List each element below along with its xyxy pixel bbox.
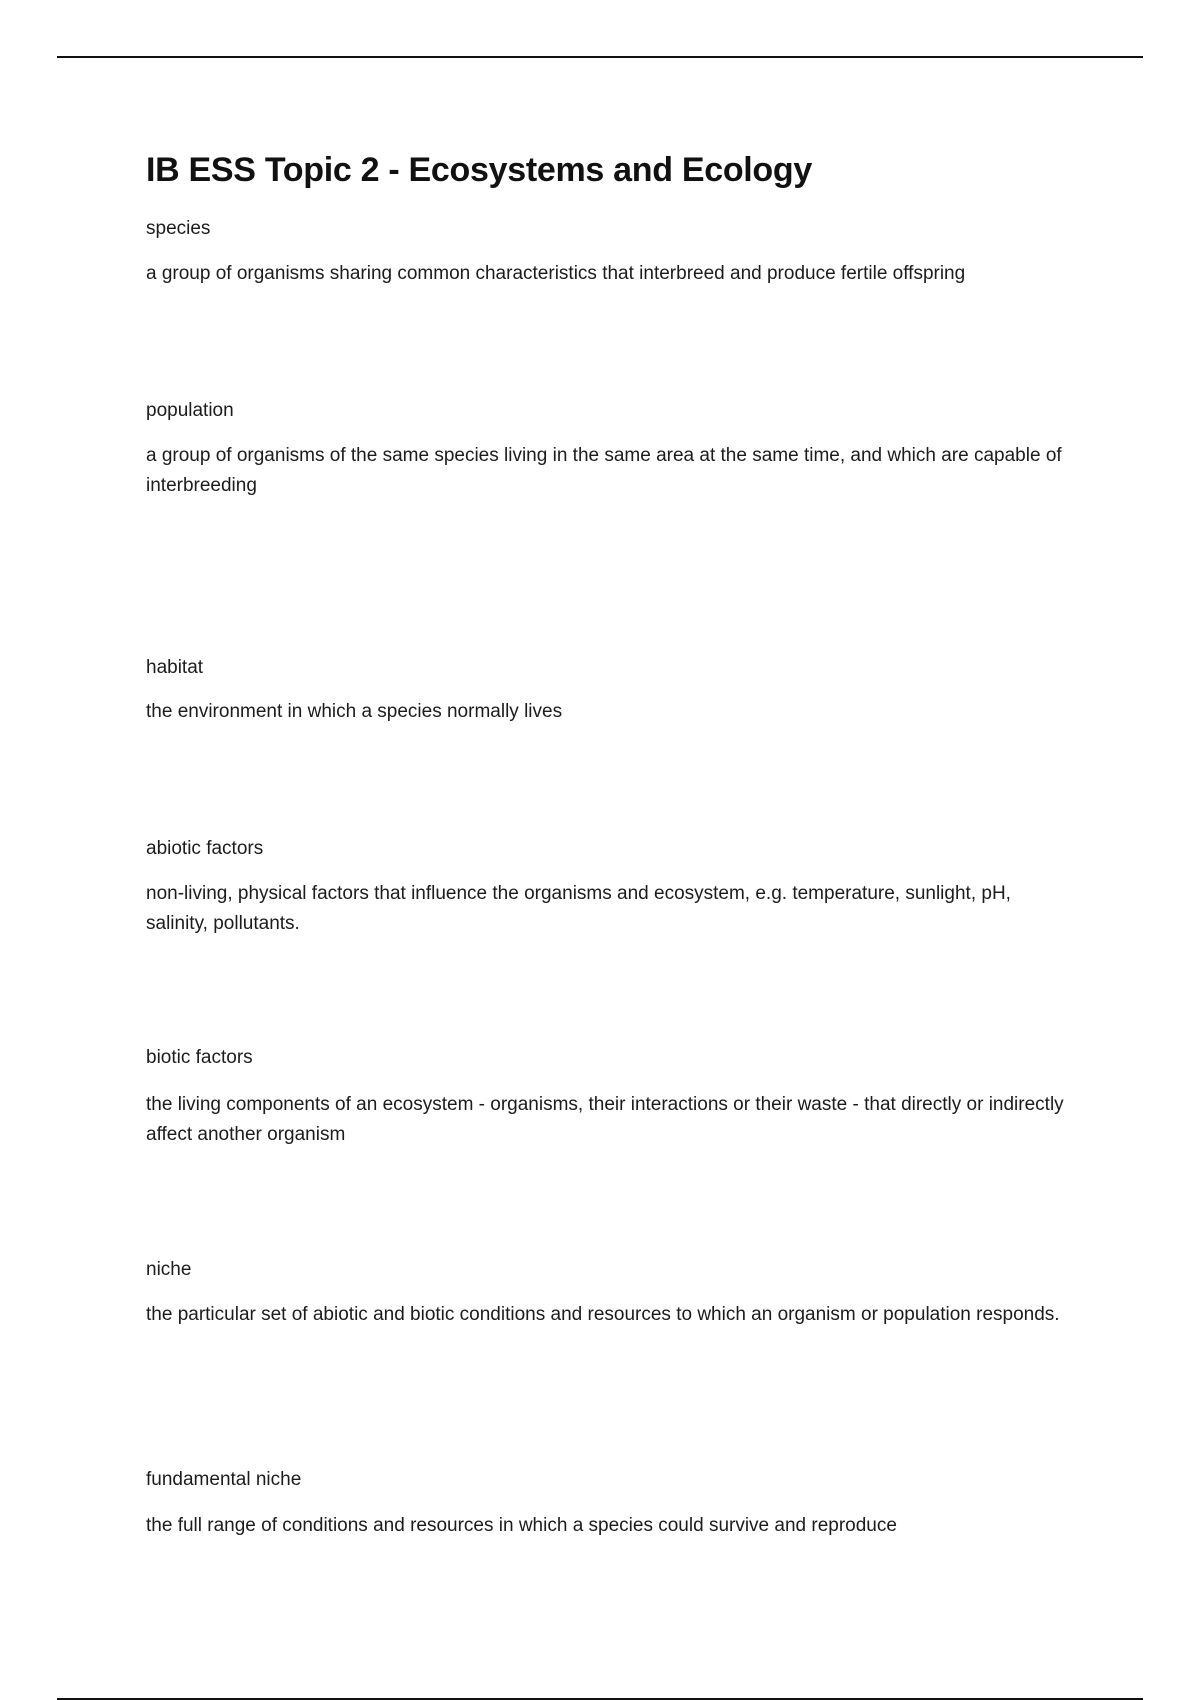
term-species: species xyxy=(146,218,211,239)
term-abiotic-factors: abiotic factors xyxy=(146,838,264,859)
top-divider xyxy=(57,56,1143,58)
definition-niche: the particular set of abiotic and biotic conditions and resources to which an organism or population responds. xyxy=(146,1304,1060,1325)
definition-fundamental-niche: the full range of conditions and resources in which a species could survive and reproduce xyxy=(146,1515,897,1536)
term-biotic-factors: biotic factors xyxy=(146,1047,253,1068)
definition-population: a group of organisms of the same species living in the same area at the same time, and which are capable of interbreeding xyxy=(146,445,1062,496)
definition-abiotic-factors: non-living, physical factors that influence the organisms and ecosystem, e.g. temperature, sunlight, pH, salinity, pollutants. xyxy=(146,883,1011,934)
term-population: population xyxy=(146,400,234,421)
definition-habitat: the environment in which a species normally lives xyxy=(146,701,563,722)
definition-biotic-factors: the living components of an ecosystem - organisms, their interactions or their waste - that directly or indirectly affect another organism xyxy=(146,1094,1064,1145)
term-fundamental-niche: fundamental niche xyxy=(146,1469,302,1490)
term-niche: niche xyxy=(146,1259,192,1280)
definition-species: a group of organisms sharing common characteristics that interbreed and produce fertile offspring xyxy=(146,263,966,284)
document-title: IB ESS Topic 2 - Ecosystems and Ecology xyxy=(146,151,812,189)
term-habitat: habitat xyxy=(146,657,204,678)
